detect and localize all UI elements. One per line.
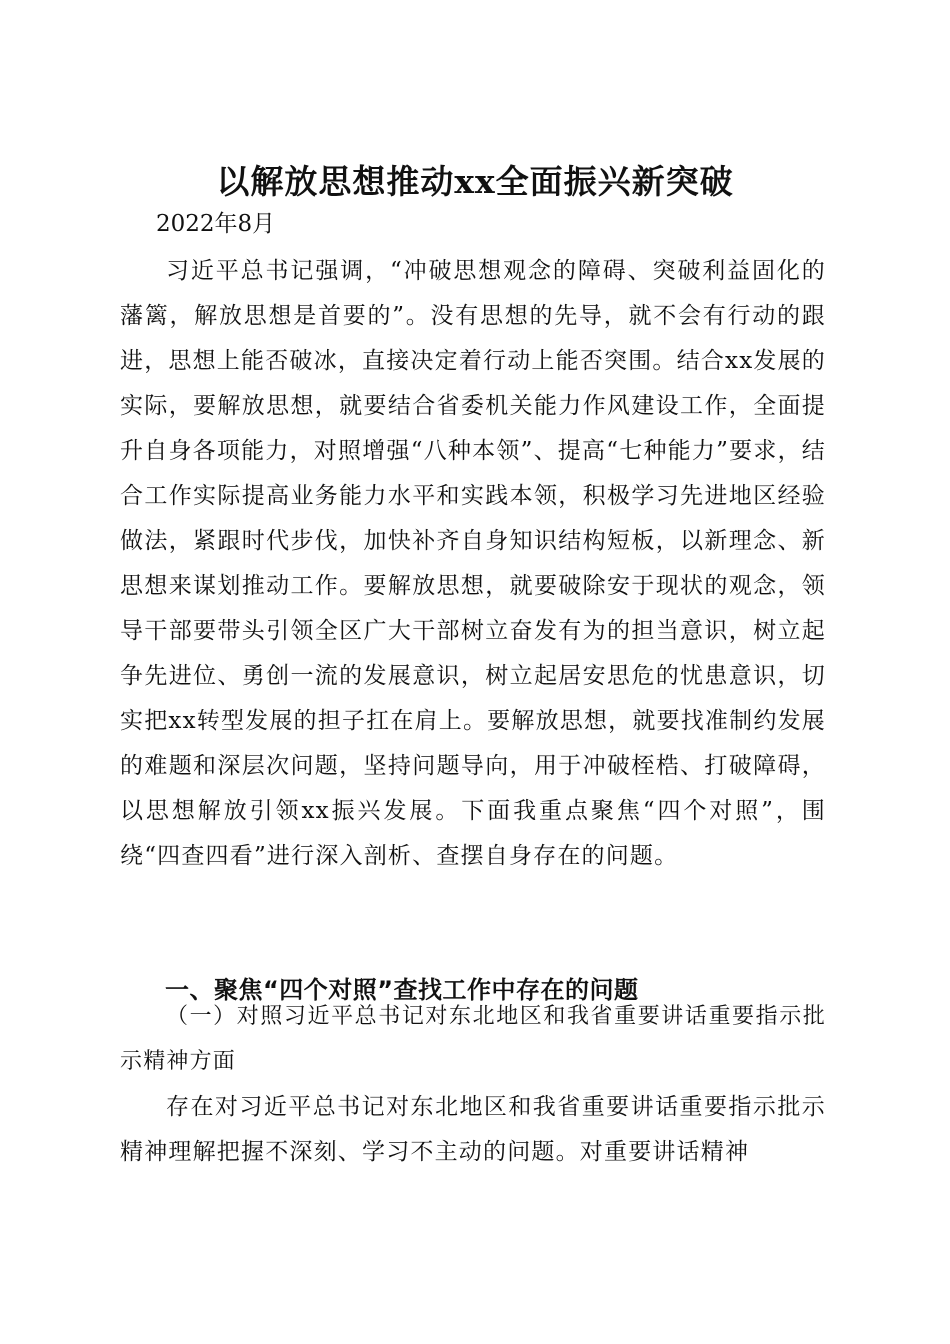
subsection-heading-1: （一）对照习近平总书记对东北地区和我省重要讲话重要指示批示精神方面 — [120, 1004, 826, 1074]
document-title: 以解放思想推动xx全面振兴新突破 — [216, 162, 734, 202]
paragraph-subsection-1: 存在对习近平总书记对东北地区和我省重要讲话重要指示批示精神理解把握不深刻、学习不主动的问题。对重要讲话精神 — [120, 1094, 826, 1165]
section-heading-1: 一、聚焦“四个对照”查找工作中存在的问题 — [165, 975, 639, 1004]
paragraph-intro: 习近平总书记强调，“冲破思想观念的障碍、突破利益固化的藩篱，解放思想是首要的”。没有思想的先导，就不会有行动的跟进，思想上能否破冰，直接决定着行动上能否突围。结合xx发展的实际，要解放思想，就要结合省委机关能力作风建设工作，全面提升自身各项能力，对照增强“八种本领”、提高“七种能力”要求，结合工作实际提高业务能力水平和实践本领，积极学习先进地区经验做法，紧跟时代步伐，加快补齐自身知识结构短板，以新理念、新思想来谋划推动工作。要解放思想，就要破除安于现状的观念，领导干部要带头引领全区广大干部树立奋发有为的担当意识，树立起争先进位、勇创一流的发展意识，树立起居安思危的忧患意识，切实把xx转型发展的担子扛在肩上。要解放思想，就要找准制约发展的难题和深层次问题，坚持问题导向，用于冲破桎梏、打破障碍，以思想解放引领xx振兴发展。下面我重点聚焦“四个对照”，围绕“四查四看”进行深入剖析、查摆自身存在的问题。 — [120, 258, 826, 869]
document-date: 2022年8月 — [156, 211, 276, 237]
